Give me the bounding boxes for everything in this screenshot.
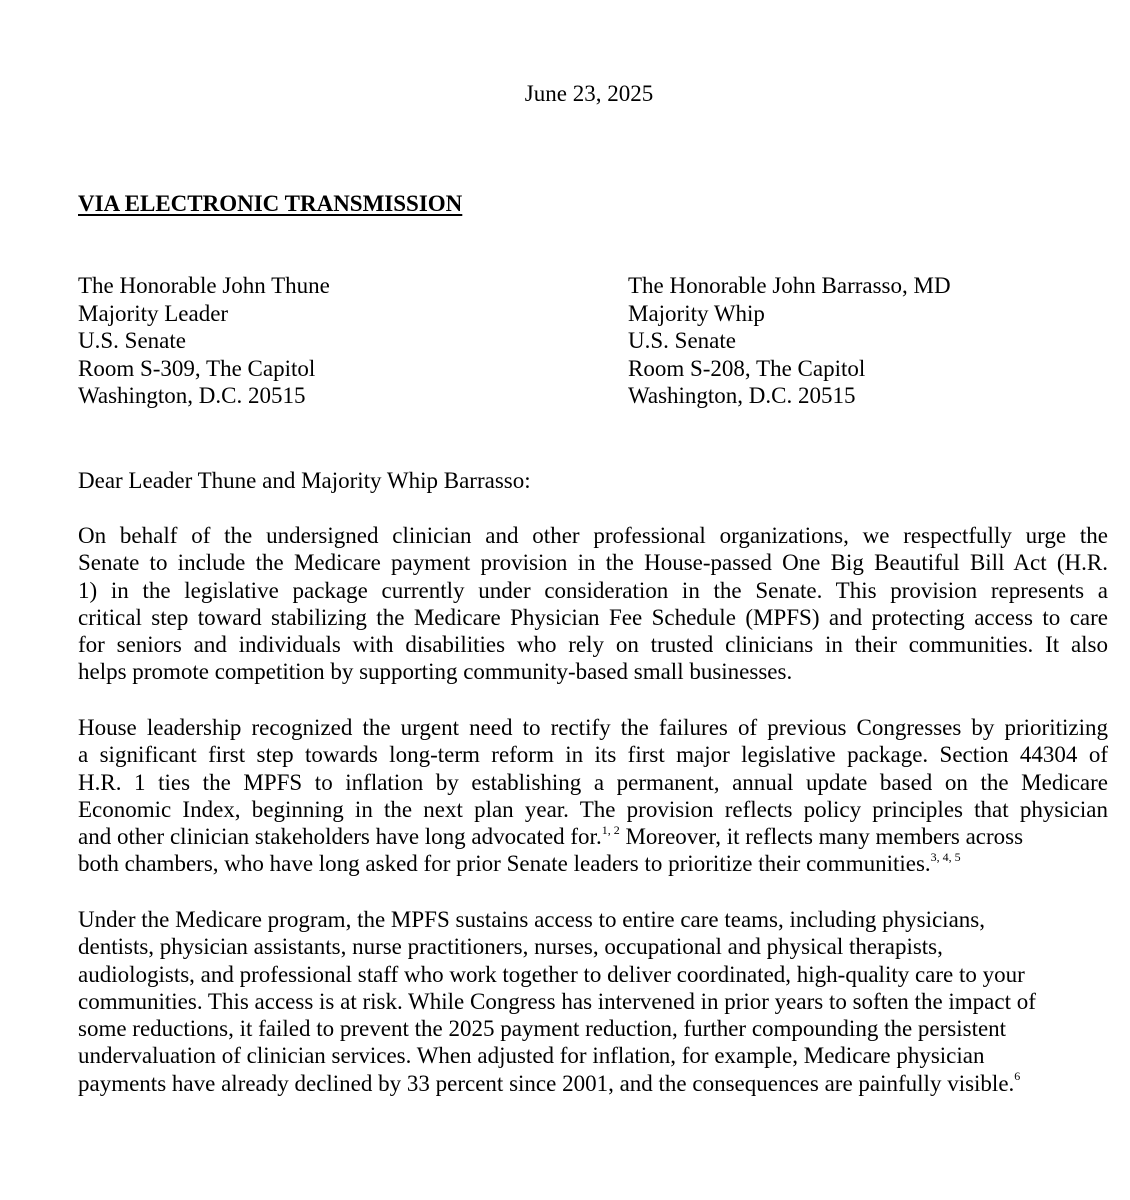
paragraph-text: Moreover, it reflects many members across — [619, 824, 1024, 850]
recipient-room: Room S-208, The Capitol — [628, 355, 866, 381]
paragraph-text: and other clinician stakeholders have long advocated for. — [78, 824, 602, 850]
recipient-title: Majority Leader — [78, 300, 229, 326]
body-paragraph-3 — [78, 906, 1108, 1097]
paragraph-line: audiologists, and professional staff who work together to deliver coordinated, high-quality care to your — [78, 961, 1025, 987]
body-paragraph-2 — [78, 714, 1108, 878]
paragraph-line: 1) in the legislative package currently under consideration in the Senate. This provision represents a — [78, 577, 1108, 603]
recipient-name: The Honorable John Thune — [78, 273, 330, 298]
salutation: Dear Leader Thune and Majority Whip Barrasso: — [78, 468, 531, 493]
paragraph-line: Senate to include the Medicare payment provision in the House-passed One Big Beautiful Bill Act (H.R. — [78, 550, 1108, 576]
body-paragraph-1 — [78, 522, 1108, 686]
paragraph-line: H.R. 1 ties the MPFS to inflation by establishing a permanent, annual update based on the Medicare — [78, 769, 1108, 795]
footnote-reference: 6 — [1014, 1069, 1021, 1084]
recipient-address-left — [78, 272, 330, 410]
paragraph-text: payments have already declined by 33 percent since 2001, and the consequences are painfully visible. — [78, 1070, 1015, 1096]
paragraph-line — [78, 1070, 1108, 1097]
recipient-address-right — [628, 272, 951, 410]
paragraph-line: some reductions, it failed to prevent the 2025 payment reduction, further compounding the persistent — [78, 1016, 1007, 1042]
recipient-title: Majority Whip — [628, 300, 765, 326]
recipient-chamber: U.S. Senate — [628, 328, 736, 353]
paragraph-line: dentists, physician assistants, nurse practitioners, nurses, occupational and physical therapists, — [78, 934, 943, 960]
paragraph-line: On behalf of the undersigned clinician and other professional organizations, we respectfully urge the — [78, 523, 1108, 548]
letter-date: June 23, 2025 — [524, 81, 654, 106]
paragraph-line: communities. This access is at risk. While Congress has intervened in prior years to soften the impact of — [78, 988, 1036, 1014]
footnote-reference: 3, 4, 5 — [930, 849, 961, 864]
paragraph-line: critical step toward stabilizing the Medicare Physician Fee Schedule (MPFS) and protecting access to care — [78, 604, 1108, 630]
paragraph-text: both chambers, who have long asked for prior Senate leaders to prioritize their communities. — [78, 851, 931, 877]
paragraph-line: a significant first step towards long-term reform in its first major legislative package. Section 44304 of — [78, 742, 1108, 768]
paragraph-line: Economic Index, beginning in the next plan year. The provision reflects policy principles that physician — [78, 796, 1108, 822]
paragraph-line — [78, 850, 1108, 877]
paragraph-line: for seniors and individuals with disabilities who rely on trusted clinicians in their communities. It also — [78, 632, 1108, 658]
delivery-method-heading: VIA ELECTRONIC TRANSMISSION — [78, 191, 463, 216]
recipient-city: Washington, D.C. 20515 — [78, 383, 306, 408]
paragraph-line: House leadership recognized the urgent need to rectify the failures of previous Congresses by prioritizing — [78, 715, 1108, 740]
paragraph-line — [78, 823, 1108, 850]
recipient-chamber: U.S. Senate — [78, 328, 186, 353]
recipient-city: Washington, D.C. 20515 — [628, 383, 856, 408]
footnote-reference: 1, 2 — [601, 822, 620, 837]
paragraph-line: helps promote competition by supporting community-based small businesses. — [78, 659, 793, 685]
paragraph-line: undervaluation of clinician services. When adjusted for inflation, for example, Medicare physician — [78, 1043, 985, 1069]
paragraph-line: Under the Medicare program, the MPFS sustains access to entire care teams, including physicians, — [78, 907, 985, 932]
recipient-name: The Honorable John Barrasso, MD — [628, 273, 951, 298]
recipient-room: Room S-309, The Capitol — [78, 355, 316, 381]
